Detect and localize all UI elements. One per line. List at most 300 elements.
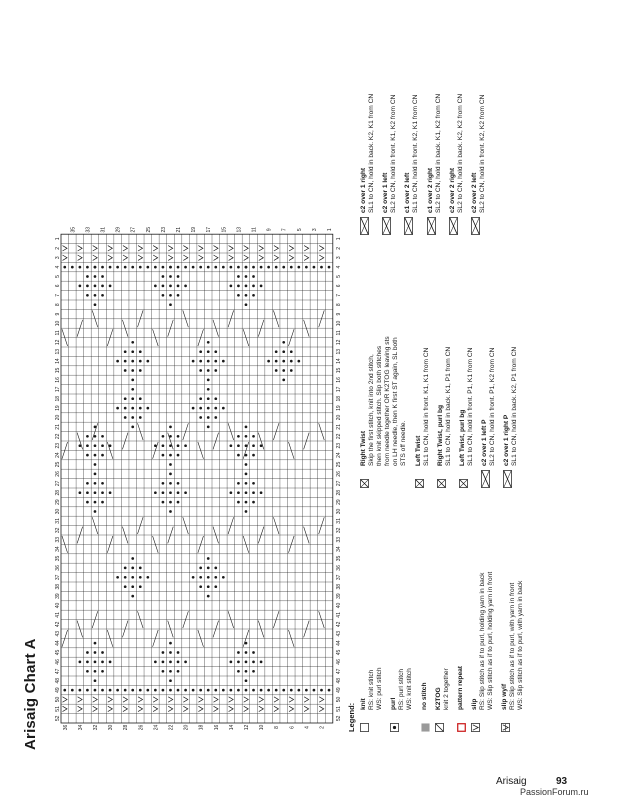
purl-dot [237, 444, 240, 447]
c1-over-2-left-icon [404, 217, 413, 235]
column-number: 33 [335, 536, 342, 543]
purl-dot [184, 661, 187, 664]
column-number: 34 [55, 546, 61, 552]
column-number: 22 [55, 433, 61, 440]
purl-dot [282, 379, 285, 382]
row-number: 28 [123, 724, 130, 731]
purl-dot [275, 360, 278, 363]
column-number: 36 [335, 565, 342, 571]
purl-dot [245, 435, 248, 438]
purl-dot [207, 350, 210, 353]
legend-item [390, 497, 414, 732]
purl-dot [86, 482, 89, 485]
purl-dot [169, 285, 172, 288]
purl-dot [320, 266, 323, 269]
slip-mark [108, 246, 113, 251]
legend-item [382, 5, 398, 235]
purl-dot [124, 689, 127, 692]
slip-mark [244, 255, 249, 260]
purl-dot [252, 482, 255, 485]
purl-dot [79, 266, 82, 269]
slip-mark [168, 246, 173, 251]
purl-dot [260, 285, 263, 288]
slip-mark [93, 697, 98, 702]
purl-dot [290, 369, 293, 372]
slip-mark [304, 246, 309, 251]
slip-mark [289, 255, 294, 260]
purl-dot [282, 350, 285, 353]
slip-mark [183, 255, 188, 260]
row-number: 24 [153, 724, 160, 731]
column-number: 43 [55, 630, 61, 637]
purl-dot [282, 360, 285, 363]
purl-dot [267, 689, 270, 692]
legend-item-name: c1 over 2 right [426, 167, 434, 213]
slip-mark [78, 255, 83, 260]
purl-dot [207, 266, 210, 269]
purl-dot [237, 435, 240, 438]
slip-mark [108, 255, 113, 260]
column-number: 20 [335, 414, 342, 421]
purl-dot [207, 388, 210, 391]
purl-dot [94, 689, 97, 692]
k2tog-icon [435, 723, 444, 732]
purl-dot [245, 510, 248, 513]
purl-dot [245, 661, 248, 664]
purl-dot [245, 689, 248, 692]
legend-item-desc: SL2 to CN, hold in back. K1, K2 from CN [434, 93, 442, 213]
purl-dot [214, 266, 217, 269]
purl-dot [199, 266, 202, 269]
column-number: 45 [335, 649, 342, 656]
column-number: 35 [55, 555, 61, 562]
purl-dot [124, 397, 127, 400]
purl-dot [252, 275, 255, 278]
column-number: 1 [55, 237, 61, 241]
column-number: 17 [335, 386, 342, 393]
column-number: 42 [55, 621, 61, 628]
legend-column-3 [360, 5, 493, 235]
purl-dot [139, 350, 142, 353]
row-number: 29 [115, 226, 122, 233]
purl-dot [169, 651, 172, 654]
slip-mark [229, 246, 234, 251]
column-number: 46 [335, 659, 342, 665]
purl-dot [63, 689, 66, 692]
purl-dot [94, 510, 97, 513]
purl-dot [94, 491, 97, 494]
purl-dot [101, 689, 104, 692]
purl-dot [192, 576, 195, 579]
column-number: 28 [55, 489, 61, 496]
purl-dot [199, 689, 202, 692]
purl-dot [79, 491, 82, 494]
slip-mark [259, 706, 264, 711]
purl-dot [94, 482, 97, 485]
no-stitch-icon [421, 723, 430, 732]
purl-dot [169, 491, 172, 494]
right-twist-purl-icon [437, 479, 446, 488]
purl-dot [207, 585, 210, 588]
column-number: 2 [55, 246, 61, 250]
column-number: 2 [335, 246, 342, 250]
purl-dot [184, 285, 187, 288]
purl-dot [297, 266, 300, 269]
slip-mark [259, 246, 264, 251]
column-number: 3 [335, 256, 342, 260]
purl-dot [169, 642, 172, 645]
column-number: 14 [55, 358, 61, 364]
column-number: 12 [55, 339, 61, 346]
legend-item-desc: SL1 to CN, hold in front. K1, K1 from CN [422, 347, 430, 466]
purl-dot [177, 444, 180, 447]
legend-item [360, 497, 384, 732]
purl-dot [199, 350, 202, 353]
purl-dot [245, 285, 248, 288]
purl-dot [230, 285, 233, 288]
purl-dot [252, 444, 255, 447]
purl-dot [169, 670, 172, 673]
purl-dot [94, 473, 97, 476]
column-number: 50 [55, 696, 61, 703]
row-number: 9 [266, 228, 273, 232]
column-number: 16 [55, 377, 61, 383]
purl-dot [79, 661, 82, 664]
row-number: 23 [160, 226, 167, 233]
legend-column-2 [360, 243, 526, 488]
purl-dot [177, 454, 180, 457]
row-number: 1 [327, 228, 334, 232]
purl-dot [94, 444, 97, 447]
row-number: 8 [274, 726, 281, 729]
column-number: 30 [55, 508, 61, 515]
slip-mark [108, 706, 113, 711]
purl-dot [275, 369, 278, 372]
row-number: 18 [198, 724, 205, 731]
purl-dot [154, 491, 157, 494]
column-number: 38 [55, 583, 61, 590]
purl-dot [199, 576, 202, 579]
column-number: 21 [335, 424, 342, 430]
column-number: 23 [55, 442, 61, 449]
slip-wyif-icon [501, 723, 510, 732]
purl-dot [124, 266, 127, 269]
row-number: 22 [168, 724, 175, 731]
c2-over-1-left-icon [382, 217, 391, 235]
purl-dot [282, 689, 285, 692]
purl-dot [146, 689, 149, 692]
purl-dot [207, 379, 210, 382]
purl-dot [101, 661, 104, 664]
column-number: 8 [55, 303, 61, 307]
purl-dot [177, 435, 180, 438]
purl-dot [222, 266, 225, 269]
slip-mark [214, 697, 219, 702]
purl-dot [297, 689, 300, 692]
purl-dot [139, 567, 142, 570]
legend-item-desc: SL1 to CN, hold in back. K2, K1 from CN [368, 93, 376, 213]
purl-dot [177, 266, 180, 269]
purl-dot [222, 576, 225, 579]
row-number: 13 [236, 226, 243, 233]
purl-dot [192, 689, 195, 692]
slip-mark [229, 255, 234, 260]
legend-item-desc: WS: purl stitch [376, 667, 384, 710]
purl-dot [162, 275, 165, 278]
purl-dot [252, 491, 255, 494]
legend-item-name: Left Twist, purl bg [458, 409, 466, 466]
column-number: 41 [335, 612, 342, 618]
purl-dot [162, 491, 165, 494]
purl-dot [184, 266, 187, 269]
purl-dot [131, 407, 134, 410]
purl-dot [177, 670, 180, 673]
legend-item [415, 243, 431, 488]
column-number: 32 [55, 527, 61, 534]
column-number: 31 [55, 518, 61, 524]
purl-dot [207, 397, 210, 400]
column-number: 32 [335, 527, 342, 534]
slip-mark [183, 697, 188, 702]
purl-dot [245, 426, 248, 429]
purl-dot [94, 642, 97, 645]
purl-dot [290, 266, 293, 269]
purl-dot [131, 369, 134, 372]
purl-dot [177, 285, 180, 288]
purl-dot [109, 491, 112, 494]
purl-dot [214, 689, 217, 692]
purl-dot [207, 567, 210, 570]
purl-dot [94, 294, 97, 297]
purl-icon [390, 723, 399, 732]
purl-dot [94, 266, 97, 269]
slip-mark [78, 697, 83, 702]
purl-dot [313, 266, 316, 269]
purl-dot [116, 576, 119, 579]
purl-dot [162, 651, 165, 654]
purl-dot [154, 266, 157, 269]
column-number: 20 [55, 414, 61, 421]
column-number: 34 [335, 546, 342, 552]
purl-dot [162, 454, 165, 457]
legend-item-desc: WS: Slip stitch as if to purl, with yarn in back [517, 580, 525, 710]
purl-dot [131, 585, 134, 588]
purl-dot [245, 501, 248, 504]
purl-dot [214, 567, 217, 570]
c2-over-1-right-p-icon [503, 470, 512, 488]
column-number: 25 [335, 461, 342, 468]
row-number: 20 [183, 724, 190, 731]
slip-mark [304, 697, 309, 702]
legend-item-name: slip wyif [501, 683, 509, 710]
slip-mark [123, 706, 128, 711]
slip-mark [274, 697, 279, 702]
purl-dot [131, 567, 134, 570]
purl-dot [86, 435, 89, 438]
purl-dot [131, 595, 134, 598]
purl-dot [237, 689, 240, 692]
column-number: 10 [335, 320, 342, 327]
column-number: 9 [335, 312, 342, 316]
column-number: 48 [55, 677, 61, 684]
column-number: 1 [335, 237, 342, 241]
purl-dot [245, 491, 248, 494]
legend-item-name: Right Twist [360, 430, 367, 466]
purl-dot [101, 501, 104, 504]
c2-over-2-left-icon [471, 217, 480, 235]
column-number: 19 [55, 405, 61, 411]
purl-dot [267, 266, 270, 269]
row-number: 36 [62, 724, 69, 731]
purl-dot [169, 266, 172, 269]
column-number: 24 [55, 452, 61, 458]
row-number: 11 [251, 227, 258, 233]
legend-item-desc: Skip the first stitch, knit into 2nd stitch, [368, 354, 376, 466]
slip-mark [259, 255, 264, 260]
column-number: 19 [335, 405, 342, 411]
slip-mark [63, 255, 68, 260]
purl-dot [222, 407, 225, 410]
purl-dot [169, 463, 172, 466]
purl-dot [86, 491, 89, 494]
purl-dot [86, 444, 89, 447]
chart-grid [52, 225, 342, 732]
purl-dot [199, 369, 202, 372]
purl-dot [162, 444, 165, 447]
page-number: 93 [556, 776, 568, 787]
row-number: 16 [213, 724, 220, 731]
row-number: 6 [289, 726, 296, 729]
purl-dot [162, 661, 165, 664]
purl-dot [86, 689, 89, 692]
column-number: 25 [55, 461, 61, 468]
slip-mark [259, 697, 264, 702]
legend-item-desc: SL2 to CN, hold in back. K2, K2 from CN [456, 93, 464, 213]
purl-dot [124, 416, 127, 419]
purl-dot [252, 689, 255, 692]
column-number: 45 [55, 649, 61, 656]
purl-dot [245, 294, 248, 297]
purl-dot [131, 379, 134, 382]
purl-dot [169, 426, 172, 429]
purl-dot [245, 473, 248, 476]
legend-item [457, 497, 465, 732]
slip-mark [78, 706, 83, 711]
purl-dot [116, 360, 119, 363]
purl-dot [237, 482, 240, 485]
slip-mark [319, 246, 324, 251]
purl-dot [177, 661, 180, 664]
purl-dot [146, 266, 149, 269]
slip-mark [123, 697, 128, 702]
column-number: 29 [335, 499, 342, 505]
column-number: 41 [55, 612, 61, 618]
slip-mark [274, 246, 279, 251]
purl-dot [101, 482, 104, 485]
column-number: 47 [335, 668, 342, 675]
row-number: 31 [100, 226, 107, 233]
column-number: 24 [335, 452, 342, 458]
slip-mark [153, 697, 158, 702]
footer-section: Arisaig [496, 776, 527, 787]
purl-dot [116, 407, 119, 410]
legend-item-name: c2 over 2 right [448, 167, 456, 213]
slip-mark [289, 706, 294, 711]
purl-dot [214, 407, 217, 410]
column-number: 13 [335, 348, 342, 355]
slip-mark [168, 697, 173, 702]
row-number: 15 [221, 226, 228, 233]
slip-mark [108, 697, 113, 702]
purl-dot [154, 285, 157, 288]
purl-dot [101, 294, 104, 297]
slip-mark [138, 697, 143, 702]
row-number: 35 [70, 226, 77, 233]
legend-item-desc: RS: purl stitch [398, 668, 406, 710]
purl-dot [177, 491, 180, 494]
purl-dot [237, 491, 240, 494]
column-number: 33 [55, 536, 61, 543]
purl-dot [260, 491, 263, 494]
purl-dot [86, 501, 89, 504]
slip-mark [63, 697, 68, 702]
column-number: 6 [55, 284, 61, 288]
column-number: 14 [335, 358, 342, 364]
purl-dot [116, 266, 119, 269]
purl-dot [207, 557, 210, 560]
column-number: 49 [55, 687, 61, 693]
legend-item-desc: SL2 to CN, hold in front. K2, K2 from CN [479, 94, 487, 213]
purl-dot [184, 491, 187, 494]
legend-item-desc: SL1 to CN, hold in front. P1, K1 from CN [467, 347, 475, 466]
column-number: 4 [55, 265, 61, 269]
purl-dot [131, 426, 134, 429]
column-number: 6 [335, 284, 342, 288]
row-number: 7 [281, 228, 288, 232]
column-number: 26 [335, 471, 342, 477]
row-number: 2 [319, 726, 326, 729]
column-number: 51 [335, 706, 342, 712]
slip-mark [319, 255, 324, 260]
purl-dot [214, 350, 217, 353]
slip-mark [198, 706, 203, 711]
purl-dot [139, 369, 142, 372]
purl-dot [139, 360, 142, 363]
slip-mark [123, 255, 128, 260]
purl-dot [252, 294, 255, 297]
column-number: 30 [335, 508, 342, 515]
legend-item-name: purl [390, 697, 398, 710]
purl-dot [79, 285, 82, 288]
column-number: 5 [335, 275, 342, 278]
purl-dot [101, 670, 104, 673]
purl-dot [162, 670, 165, 673]
legend-item-desc: SL1 to CN, hold in back. K2, P1 from CN [511, 346, 519, 466]
purl-dot [124, 407, 127, 410]
column-number: 9 [55, 312, 61, 316]
purl-dot [101, 444, 104, 447]
c1-over-2-right-icon [427, 217, 436, 235]
legend-item-name: Right Twist, purl bg [436, 404, 444, 466]
purl-dot [162, 435, 165, 438]
slip-mark [304, 706, 309, 711]
purl-dot [237, 661, 240, 664]
column-number: 27 [335, 480, 342, 487]
column-number: 49 [335, 687, 342, 693]
purl-dot [267, 360, 270, 363]
legend-item-desc: STS off needle. [400, 420, 408, 466]
column-number: 51 [55, 706, 61, 712]
